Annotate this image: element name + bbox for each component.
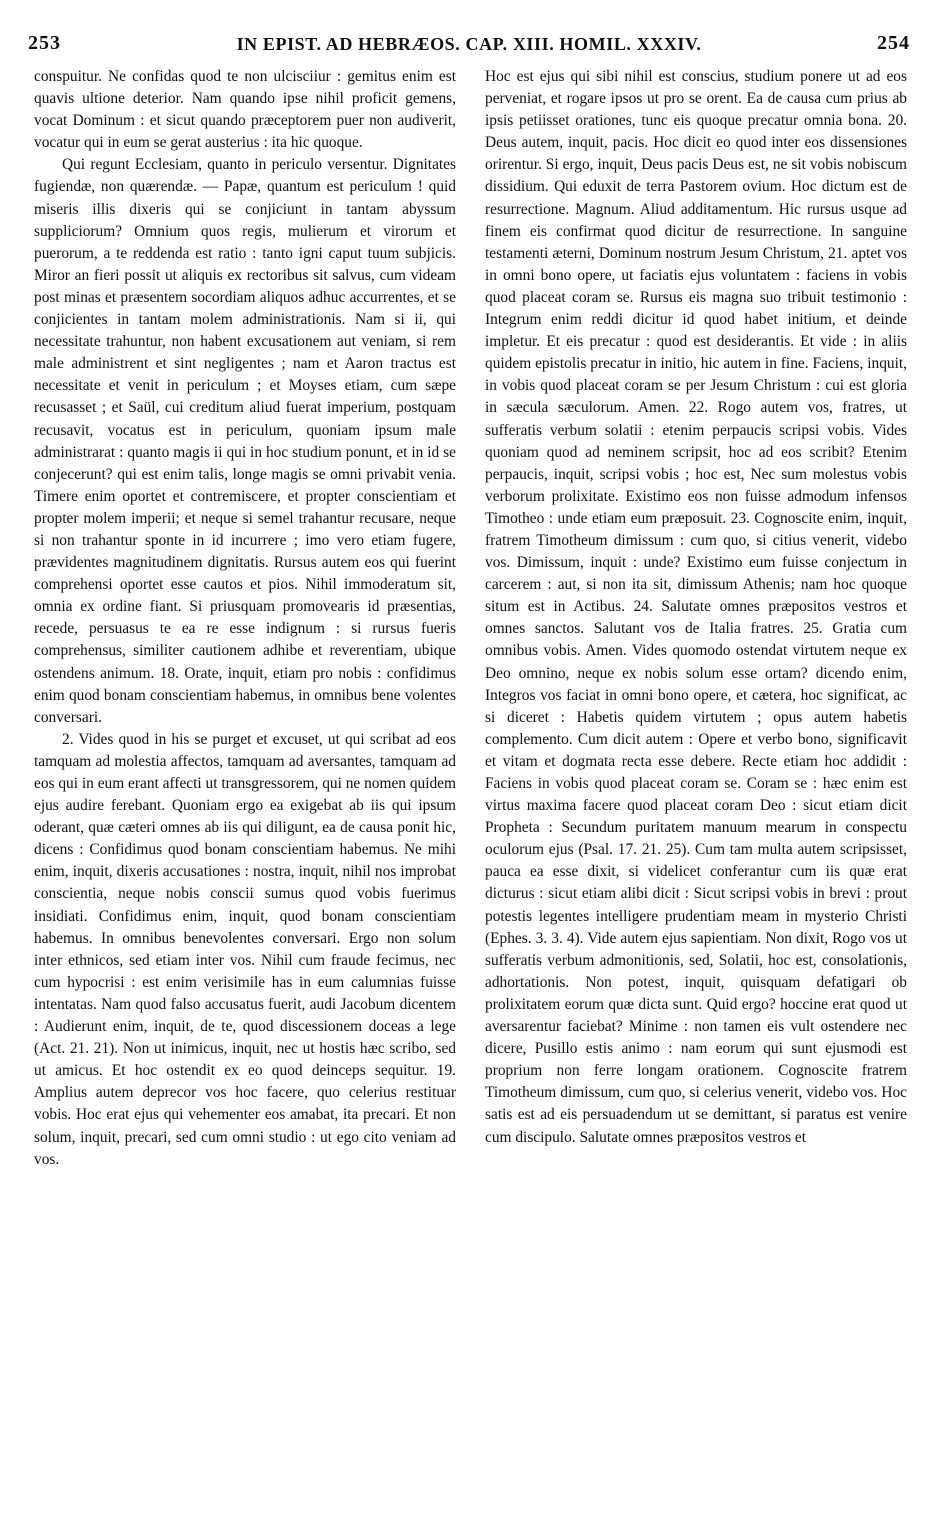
- paragraph: Qui regunt Ecclesiam, quanto in periculo versentur. Dignitates fugiendæ, non quærendæ. — Papæ, quantum est periculum ! quid miseris illis dixeris qui se conjiciunt in tantam abyssum suppliciorum? Omnium quos regis, mulierum et virorum et puerorum, a te reddenda est ratio : tanto igni caput tuum subjicis. Miror an fieri possit ut aliquis ex rectoribus sit salvus, cum videam post minas et præsentem socordiam aliquos adhuc accurrentes, et se conjicientes in tantam molem administrationis. Nam si ii, qui necessitate trahuntur, non habent excusationem aut veniam, si rem male administrent et sint negligentes ; nam et Aaron tractus est necessitate et venit in periculum ; et Moyses etiam, cum sæpe recusasset ; et Saül, cui creditum aliud fuerat imperium, postquam recusavit, vocatus est in periculum, quoniam ipsum male administrarat : quanto magis ii qui in hoc studium ponunt, et in id se conjecerunt? qui est enim talis, longe magis se omni privabit venia. Timere enim oportet et contremiscere, et propter conscientiam et propter molem imperii; et neque si semel trahantur recusare, neque si non trahantur sponte in id incurrere ; imo vero etiam fugere, prævidentes magnitudinem dignitatis. Rursus autem eos qui fuerint comprehensi oportet esse cautos et pios. Nihil immoderatum sit, omnia ex ordine fiant. Si priusquam promovearis id præsentias, recede, persuasus te ea re esse indignum : si rursus fueris comprehensus, similiter cautionem adhibe et reverentiam, ubique ostendens animum. 18. Orate, inquit, etiam pro nobis : confidimus enim quod bonam conscientiam habemus, in omnibus bene volentes conversari.: [34, 156, 456, 726]
- left-page-number: 253: [28, 32, 61, 54]
- running-title: IN EPIST. AD HEBRÆOS. CAP. XIII. HOMIL. XXXIV.: [236, 34, 702, 54]
- paragraph: conspuitur. Ne confidas quod te non ulcisciiur : gemitus enim est quavis ultione deterior. Nam quando ipse nihil proficit gemens, vocat Dominum : et sicut quando præceptorem puer non audiverit, vocatur qui in eum se gerat austerius : ita hic quoque.: [34, 68, 456, 152]
- left-column: [34, 66, 456, 1528]
- paragraph: Hoc est ejus qui sibi nihil est conscius, studium ponere ut ad eos perveniat, et rogare ipsos ut pro se orent. Ea de causa cum prius ab ipsis petiisset orationes, tunc eis quoque precatur omnia bona. 20. Deus autem, inquit, pacis. Hoc dicit eo quod inter eos dissensiones orirentur. Si ergo, inquit, Deus pacis Deus est, ne sit vobis nobiscum dissidium. Qui eduxit de terra Pastorem ovium. Hoc dictum est de resurrectione. Magnum. Aliud additamentum. Hic rursus usque ad finem eis confirmat quod dicitur de resurrectione. In sanguine testamenti æterni, Dominum nostrum Jesum Christum, 21. aptet vos in omni bono opere, ut faciatis ejus voluntatem : faciens in vobis quod placeat coram se. Rursus eis magna suo tribuit testimonio : Integrum enim reddi dicitur id quod habet initium, et deinde impletur. Et eis precatur : quod est desiderantis. Et vide : in aliis quidem epistolis precatur in initio, hic autem in fine. Faciens, inquit, in vobis quod placeat coram se per Jesum Christum : cui est gloria in sæcula sæculorum. Amen. 22. Rogo autem vos, fratres, ut sufferatis verbum solatii : etenim perpaucis scripsi vobis. Vides quoniam quod ad neminem scripsit, hoc ad eos scribit? Etenim perpaucis, inquit, scripsi vobis ; hoc est, Nec sum molestus vobis verborum prolixitate. Existimo eos non fuisse admodum infensos Timotheo : unde etiam eum præposuit. 23. Cognoscite enim, inquit, fratrem Timotheum dimissum : cum quo, si citius venerit, videbo vos. Dimissum, inquit : unde? Existimo eum fuisse conjectum in carcerem : aut, si non ita sit, dimissum Athenis; nam hoc quoque situm est in Actibus. 24. Salutate omnes præpositos vestros et omnes sanctos. Salutant vos de Italia fratres. 25. Gratia cum omnibus vobis. Amen. Vides quomodo ostendat virtutem neque ex Deo omnino, neque ex nobis solum esse ortam? dicendo enim, Integros vos faciat in omni bono opere, et cætera, hoc significat, ac si diceret : Habetis quidem virtutem ; opus autem habetis complemento. Cum dicit autem : Opere et verbo bono, significavit et vitam et dogmata recta esse debere. Recte etiam hoc addidit : Faciens in vobis quod placeat coram se. Coram se : hæc enim est virtus maxima facere quod placeat coram Deo : sicut etiam dicit Propheta : Secundum puritatem manuum mearum in conspectu oculorum ejus (Psal. 17. 21. 25). Cum tam multa autem scripsisset, pauca ea esse dixit, si videlicet conferantur cum iis quæ erat dicturus : sicut etiam alibi dicit : Sicut scripsi vobis in brevi : prout potestis legentes intelligere prudentiam meam in mysterio Christi (Ephes. 3. 3. 4). Vide autem ejus sapientiam. Non dixit, Rogo vos ut sufferatis verbum admonitionis, sed, Solatii, hoc est, consolationis, adhortationis. Non potest, inquit, quisquam defatigari ob prolixitatem eorum quæ dicta sunt. Quid ergo? hoccine erat quod ut aversarentur faciebat? Minime : non tamen eis vult ostendere nec dicere, Pusillo estis animo : nam eorum qui sunt ejusmodi est proprium non ferre longam orationem. Cognoscite fratrem Timotheum dimissum, cum quo, si celerius venerit, videbo vos. Hoc satis est ad eis persuadendum ut se demittant, si paratus est venire cum discipulo. Salutate omnes præpositos vestros et: [485, 68, 907, 1146]
- paragraph: 2. Vides quod in his se purget et excuset, ut qui scribat ad eos tamquam ad molestia affectos, tamquam ad aversantes, tamquam ad eos qui in eum erant affecti ut transgressorem, qui ne nomen quidem ejus audire ferebant. Quoniam ergo ea exigebat ab iis qui ipsum oderant, quæ cæteri omnes ab iis qui diligunt, ea de causa ponit hic, dicens : Confidimus quod bonam conscientiam habemus. Ne mihi enim, inquit, dixeris accusationes : nostra, inquit, nihil nos improbat conscientia, neque nobis conscii sumus quod vobis fuerimus insidiati. Confidimus enim, inquit, quod bonam conscientiam habemus. In omnibus benevolentes conversari. Ergo non solum inter ethnicos, sed etiam inter vos. Nihil cum fraude fecimus, nec cum hypocrisi : est enim verisimile has in eum calumnias fuisse intentatas. Nam quod falso accusatus fuerit, audi Jacobum dicentem : Audierunt enim, inquit, de te, quod discessionem doceas a lege (Act. 21. 21). Non ut inimicus, inquit, nec ut hostis hæc scribo, sed ut amicus. Et hoc ostendit ex eo quod deinceps sequitur. 19. Amplius autem deprecor vos hoc facere, quo celerius restituar vobis. Hoc erat ejus qui vehementer eos amabat, ita precari. Et non solum, inquit, precari, sed cum omni studio : ut ego cito veniam ad vos.: [34, 730, 456, 1168]
- right-column: [485, 66, 907, 1528]
- right-page-number: 254: [877, 32, 910, 54]
- running-header: [28, 32, 910, 62]
